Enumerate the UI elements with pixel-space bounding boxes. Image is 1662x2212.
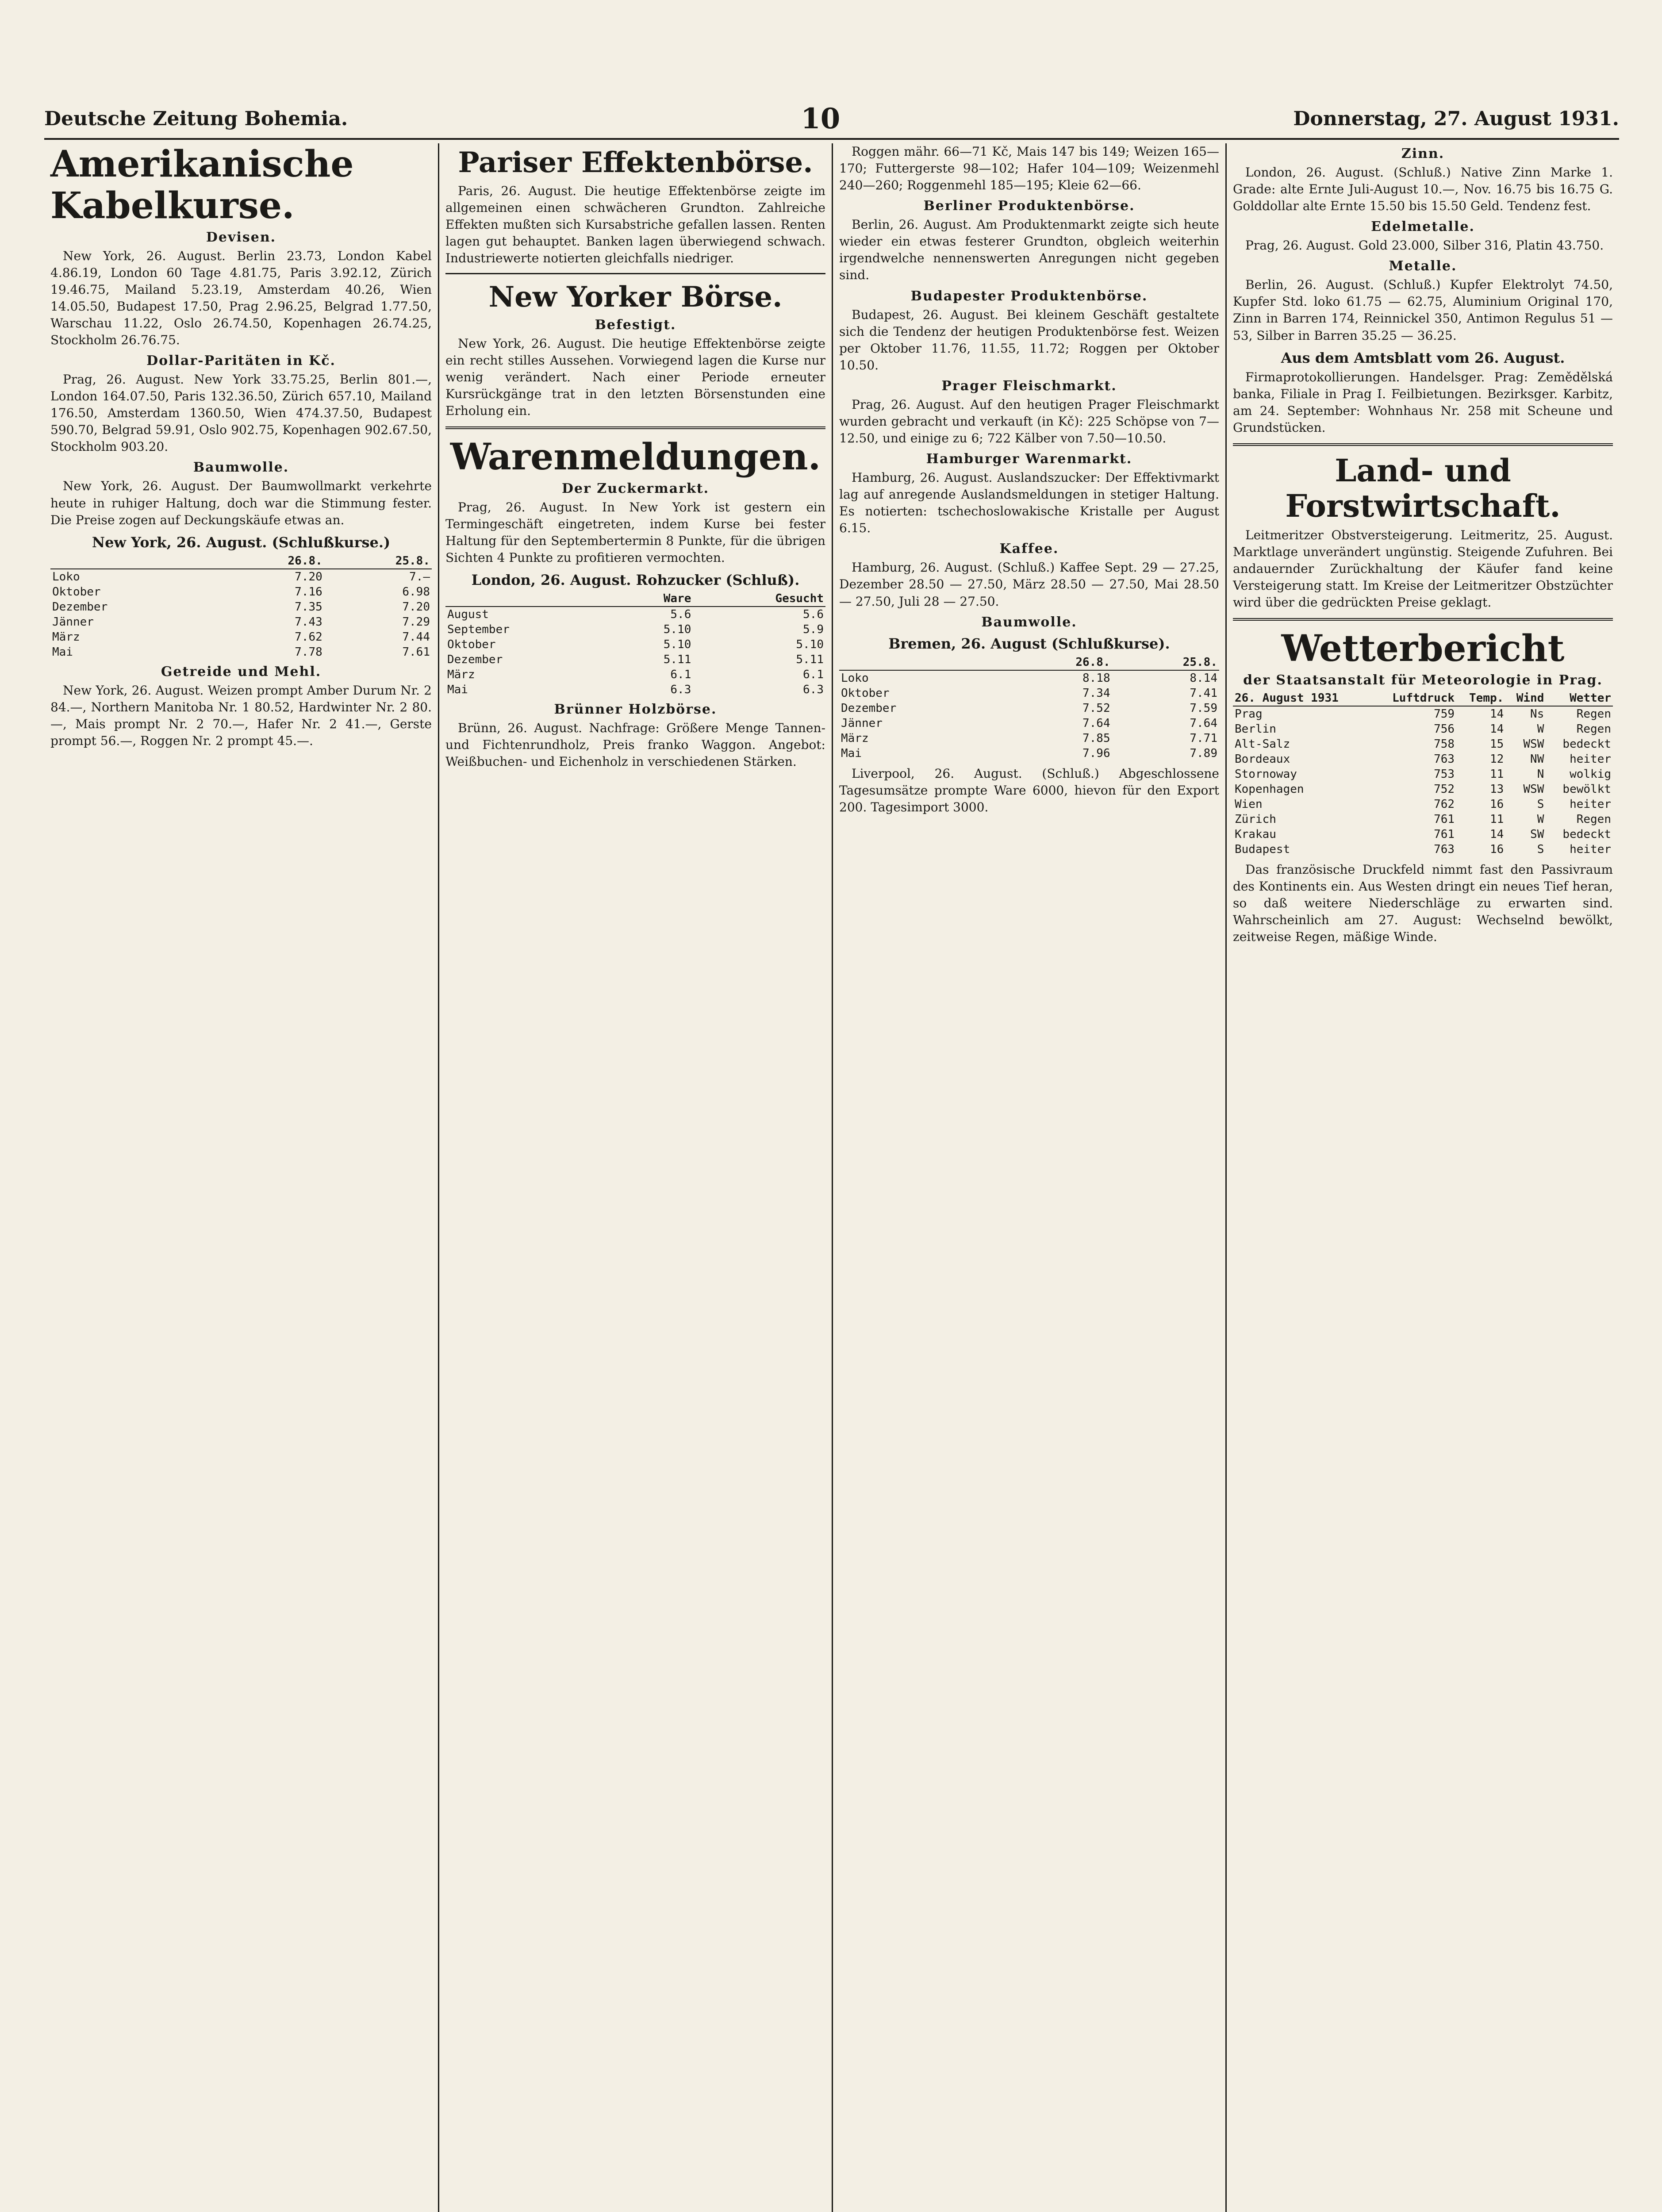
table-cell: heiter bbox=[1570, 752, 1611, 766]
table-cell: 7.85 bbox=[1082, 731, 1110, 745]
divider bbox=[445, 273, 825, 274]
coffee-text: Hamburg, 26. August. (Schluß.) Kaffee Sept. 29 — 27.25, Dezember 28.50 — 27.50, März 28.50 — 27.50, Mai 28.50 — 27.50, Juli 28 — 27.50. bbox=[839, 560, 1219, 609]
table-cell: Dezember bbox=[447, 653, 503, 666]
page-header bbox=[44, 101, 1619, 136]
hamburg-heading: Hamburger Warenmarkt. bbox=[926, 451, 1132, 467]
paris-text: Paris, 26. August. Die heutige Effektenbörse zeigte im allgemeinen einen schwächeren Grundton. Zahlreiche Effekten mußten sich Kursabstriche gefallen lassen. Renten lagen gut behauptet. Banken lagen überwiegend schwach. Industriewerte notierten gleichfalls niedriger. bbox=[445, 183, 825, 266]
table-row bbox=[50, 599, 432, 614]
table-cell: 7.78 bbox=[295, 645, 322, 659]
holz-text: Brünn, 26. August. Nachfrage: Größere Menge Tannen- und Fichtenrundholz, Preis franko Waggon. Angebot: Weißbuchen- und Eichenholz in verschiedenen Stärken. bbox=[445, 720, 825, 769]
table-cell: 16 bbox=[1489, 797, 1504, 811]
budapest-heading: Budapester Produktenbörse. bbox=[910, 288, 1148, 304]
table-cell: 7.59 bbox=[1190, 701, 1217, 715]
table-cell: 7.29 bbox=[402, 615, 430, 629]
hamburg-text: Hamburg, 26. August. Auslandszucker: Der Effektivmarkt lag auf anregende Auslandsmeldungen in stetiger Haltung. Es notierten: tschechoslowakische Kristalle per August 6.15. bbox=[839, 470, 1219, 536]
weather-subheading: der Staatsanstalt für Meteorologie in Prag. bbox=[1243, 672, 1603, 688]
table-cell: Dezember bbox=[841, 701, 897, 715]
table-cell: 5.10 bbox=[796, 637, 824, 651]
column-1 bbox=[44, 143, 438, 2212]
table-cell: Kopenhagen bbox=[1235, 782, 1304, 796]
table-cell: 6.1 bbox=[670, 668, 691, 681]
table-header: Ware bbox=[613, 591, 693, 607]
devisen-heading: Devisen. bbox=[206, 229, 276, 245]
table-cell: Loko bbox=[841, 671, 869, 685]
budapest-text: Budapest, 26. August. Bei kleinem Geschäft gestaltete sich die Tendenz der heutigen Produktenbörse fest. Weizen per Oktober 11.76, 11.55, 11.72; Roggen per Oktober 10.50. bbox=[839, 307, 1219, 373]
table-cell: 6.3 bbox=[803, 683, 824, 696]
header-rule bbox=[44, 138, 1619, 140]
weather-heading: Wetterbericht bbox=[1281, 627, 1565, 670]
table-cell: März bbox=[841, 731, 869, 745]
tin-heading: Zinn. bbox=[1401, 146, 1445, 161]
table-cell: 7.64 bbox=[1082, 716, 1110, 730]
zucker-heading: Der Zuckermarkt. bbox=[561, 480, 710, 496]
table-row bbox=[50, 645, 432, 660]
gazette-text: Firmaprotokollierungen. Handelsger. Prag: Zemědělská banka, Filiale in Prag I. Feilbietungen. Bezirksger. Karbitz, am 24. September: Wohnhaus Nr. 258 mit Scheune und Grundstücken. bbox=[1233, 369, 1613, 435]
agriculture-heading: Land- und Forstwirtschaft. bbox=[1285, 452, 1561, 525]
table-cell: bewölkt bbox=[1562, 782, 1611, 796]
table-cell: Dezember bbox=[52, 600, 108, 614]
table-row bbox=[50, 569, 432, 584]
table-header: 25.8. bbox=[324, 553, 432, 569]
weather-table bbox=[1233, 691, 1613, 857]
table-cell: Regen bbox=[1576, 812, 1611, 826]
paris-heading: Pariser Effektenbörse. bbox=[458, 146, 813, 179]
agriculture-text: Leitmeritzer Obstversteigerung. Leitmeritz, 25. August. Marktlage unverändert ungünstig. Steigende Zufuhren. Bei andauernder Zurückhaltung der Käufer fand keine Versteigerung statt. Im Kreise der Leitmeritzer Obstzüchter wird über die gedrückten Preise geklagt. bbox=[1233, 527, 1613, 610]
table-cell: Mai bbox=[841, 746, 862, 760]
waren-heading: Warenmeldungen. bbox=[450, 436, 821, 479]
table-header bbox=[445, 591, 613, 607]
table-cell: 14 bbox=[1489, 722, 1504, 736]
table-cell: SW bbox=[1530, 827, 1544, 841]
getreide-text: New York, 26. August. Weizen prompt Amber Durum Nr. 2 84.—, Northern Manitoba Nr. 1 80.52, Hardwinter Nr. 2 80.—, Mais prompt Nr. 2 70.—, Hafer Nr. 2 41.—, Gerste prompt 56.—, Roggen Nr. 2 prompt 45.—. bbox=[50, 683, 432, 748]
table-row bbox=[839, 746, 1219, 761]
table-cell: 12 bbox=[1489, 752, 1504, 766]
table-cell: 7.20 bbox=[295, 570, 322, 584]
table-cell: 5.11 bbox=[796, 653, 824, 666]
table-cell: wolkig bbox=[1570, 767, 1611, 781]
cable-rates-title: Amerikanische Kabelkurse. bbox=[50, 143, 354, 227]
baumwolle-heading: Baumwolle. bbox=[193, 460, 289, 476]
table-header: Wetter bbox=[1546, 691, 1613, 706]
table-cell: August bbox=[447, 607, 489, 621]
table-cell: 752 bbox=[1434, 782, 1455, 796]
table-cell: 762 bbox=[1434, 797, 1455, 811]
divider bbox=[1233, 443, 1613, 446]
table-cell: S bbox=[1537, 797, 1544, 811]
meat-market-heading: Prager Fleischmarkt. bbox=[941, 378, 1117, 394]
table-header: 26. August 1931 bbox=[1233, 691, 1371, 706]
table-header: 26.8. bbox=[217, 553, 324, 569]
issue-date: Donnerstag, 27. August 1931. bbox=[1293, 107, 1619, 130]
table-cell: 7.62 bbox=[295, 630, 322, 644]
table-cell: 761 bbox=[1434, 812, 1455, 826]
table-cell: heiter bbox=[1570, 797, 1611, 811]
table-row bbox=[1233, 797, 1613, 812]
table-row bbox=[1233, 722, 1613, 737]
coffee-heading: Kaffee. bbox=[999, 541, 1059, 557]
ny-cotton-table bbox=[50, 553, 432, 660]
table-cell: Oktober bbox=[841, 686, 890, 700]
table-row bbox=[445, 607, 825, 622]
dollar-text: Prag, 26. August. New York 33.75.25, Berlin 801.—, London 164.07.50, Paris 132.36.50, Zürich 657.10, Mailand 176.50, Amsterdam 1360.50, Wien 474.37.50, Budapest 590.70, Belgrad 59.91, Oslo 902.75, Kopenhagen 902.67.50, Stockholm 903.20. bbox=[50, 372, 432, 454]
table-cell: 7.61 bbox=[402, 645, 430, 659]
cotton-heading: Baumwolle. bbox=[981, 614, 1077, 630]
table-row bbox=[445, 682, 825, 697]
table-cell: 8.14 bbox=[1190, 671, 1217, 685]
zucker-text: Prag, 26. August. In New York ist gestern ein Termingeschäft eingetreten, indem Kurse bei fester Haltung für den Septembertermin 8 Punkte, für die übrigen Sichten 4 Punkte zu profitieren vermochten. bbox=[445, 499, 825, 565]
table-cell: Berlin bbox=[1235, 722, 1276, 736]
table-cell: Wien bbox=[1235, 797, 1263, 811]
table-cell: Krakau bbox=[1235, 827, 1276, 841]
newyork-subheading: Befestigt. bbox=[595, 317, 676, 333]
table-cell: 7.96 bbox=[1082, 746, 1110, 760]
table-cell: 14 bbox=[1489, 827, 1504, 841]
table-header: Gesucht bbox=[693, 591, 825, 607]
table-cell: 5.10 bbox=[663, 622, 691, 636]
table-row bbox=[445, 637, 825, 652]
table-cell: W bbox=[1537, 722, 1544, 736]
table-row bbox=[1233, 767, 1613, 782]
table-cell: Prag bbox=[1235, 707, 1263, 721]
table-row bbox=[1233, 812, 1613, 827]
table-cell: Budapest bbox=[1235, 842, 1290, 856]
table-row bbox=[1233, 737, 1613, 752]
table-cell: Mai bbox=[447, 683, 468, 696]
gazette-heading: Aus dem Amtsblatt vom 26. August. bbox=[1281, 349, 1565, 366]
table-cell: W bbox=[1537, 812, 1544, 826]
table-cell: 6.98 bbox=[402, 585, 430, 599]
table-cell: 5.6 bbox=[670, 607, 691, 621]
table-cell: 7.44 bbox=[402, 630, 430, 644]
table-cell: Mai bbox=[52, 645, 73, 659]
table-cell: Oktober bbox=[52, 585, 101, 599]
table-cell: März bbox=[52, 630, 80, 644]
table-header: 26.8. bbox=[1005, 655, 1112, 670]
table-cell: N bbox=[1537, 767, 1544, 781]
table-cell: 14 bbox=[1489, 707, 1504, 721]
table-cell: 5.10 bbox=[663, 637, 691, 651]
table-row bbox=[50, 614, 432, 630]
table-cell: 7.35 bbox=[295, 600, 322, 614]
table-cell: 7.89 bbox=[1190, 746, 1217, 760]
table-header: Wind bbox=[1505, 691, 1546, 706]
table-cell: S bbox=[1537, 842, 1544, 856]
table-cell: bedeckt bbox=[1562, 827, 1611, 841]
table-cell: 7.43 bbox=[295, 615, 322, 629]
divider bbox=[445, 426, 825, 429]
ny-table-title: New York, 26. August. (Schlußkurse.) bbox=[92, 534, 391, 551]
table-row bbox=[445, 667, 825, 682]
table-cell: bedeckt bbox=[1562, 737, 1611, 751]
table-header: Temp. bbox=[1456, 691, 1505, 706]
table-cell: 759 bbox=[1434, 707, 1455, 721]
table-cell: Ns bbox=[1530, 707, 1544, 721]
column-2 bbox=[438, 143, 832, 2212]
bremen-cotton-table bbox=[839, 655, 1219, 761]
table-cell: 11 bbox=[1489, 767, 1504, 781]
table-cell: 5.11 bbox=[663, 653, 691, 666]
table-row bbox=[839, 670, 1219, 686]
table-cell: 8.18 bbox=[1082, 671, 1110, 685]
table-cell: 7.71 bbox=[1190, 731, 1217, 745]
newspaper-name: Deutsche Zeitung Bohemia. bbox=[44, 107, 348, 130]
table-row bbox=[839, 731, 1219, 746]
precious-metals-heading: Edelmetalle. bbox=[1371, 219, 1475, 235]
metals-heading: Metalle. bbox=[1389, 258, 1457, 274]
table-cell: heiter bbox=[1570, 842, 1611, 856]
table-row bbox=[1233, 706, 1613, 722]
berlin-produce-heading: Berliner Produktenbörse. bbox=[923, 198, 1135, 214]
table-cell: 7.16 bbox=[295, 585, 322, 599]
table-cell: 6.3 bbox=[670, 683, 691, 696]
bremen-table-title: Bremen, 26. August (Schlußkurse). bbox=[888, 635, 1170, 652]
table-row bbox=[1233, 842, 1613, 857]
grain-prices-text: Roggen mähr. 66—71 Kč, Mais 147 bis 149; Weizen 165—170; Futtergerste 98—102; Hafer 104—109; Weizenmehl 240—260; Roggenmehl 185—195; Kleie 62—66. bbox=[839, 144, 1219, 193]
london-table-title: London, 26. August. Rohzucker (Schluß). bbox=[471, 571, 800, 588]
weather-text: Das französische Druckfeld nimmt fast den Passivraum des Kontinents ein. Aus Westen dringt ein neues Tief heran, so daß weitere Niederschläge zu erwarten sind. Wahrscheinlich am 27. August: Wechselnd bewölkt, zeitweise Regen, mäßige Winde. bbox=[1233, 862, 1613, 944]
table-cell: 763 bbox=[1434, 752, 1455, 766]
table-cell: 763 bbox=[1434, 842, 1455, 856]
newyork-heading: New Yorker Börse. bbox=[488, 280, 783, 314]
liverpool-text: Liverpool, 26. August. (Schluß.) Abgeschlossene Tagesumsätze prompte Ware 6000, hievon für den Export 200. Tagesimport 3000. bbox=[839, 766, 1219, 814]
berlin-produce-text: Berlin, 26. August. Am Produktenmarkt zeigte sich heute wieder ein etwas festerer Grundton, obgleich weiterhin irgendwelche nennenswerten Anregungen nicht gegeben sind. bbox=[839, 217, 1219, 283]
divider bbox=[1233, 618, 1613, 621]
table-cell: Loko bbox=[52, 570, 80, 584]
table-cell: 16 bbox=[1489, 842, 1504, 856]
table-row bbox=[50, 630, 432, 645]
table-header bbox=[839, 655, 1005, 670]
table-cell: 7.52 bbox=[1082, 701, 1110, 715]
table-cell: Jänner bbox=[841, 716, 883, 730]
table-row bbox=[1233, 752, 1613, 767]
table-header bbox=[50, 553, 217, 569]
table-cell: 7.34 bbox=[1082, 686, 1110, 700]
column-4 bbox=[1225, 143, 1619, 2212]
newyork-text: New York, 26. August. Die heutige Effektenbörse zeigte ein recht stilles Aussehen. Vorwiegend lagen die Kurse nur wenig verändert. Nach einer Periode erneuter Kursrückgänge trat in den letzten Börsenstunden eine Erholung ein. bbox=[445, 336, 825, 419]
table-cell: Bordeaux bbox=[1235, 752, 1290, 766]
table-cell: 6.1 bbox=[803, 668, 824, 681]
meat-market-text: Prag, 26. August. Auf den heutigen Prager Fleischmarkt wurden gebracht und verkauft (in Kč): 225 Schöpse von 7—12.50, und einige zu 6; 722 Kälber von 7.50—10.50. bbox=[839, 397, 1219, 446]
table-cell: NW bbox=[1530, 752, 1544, 766]
table-cell: Oktober bbox=[447, 637, 496, 651]
table-cell: WSW bbox=[1523, 737, 1544, 751]
table-cell: Regen bbox=[1576, 722, 1611, 736]
table-row bbox=[1233, 827, 1613, 842]
table-row bbox=[839, 686, 1219, 701]
table-cell: 758 bbox=[1434, 737, 1455, 751]
dollar-heading: Dollar-Paritäten in Kč. bbox=[146, 353, 336, 369]
table-row bbox=[445, 652, 825, 667]
table-row bbox=[839, 701, 1219, 716]
table-cell: 5.9 bbox=[803, 622, 824, 636]
table-cell: 756 bbox=[1434, 722, 1455, 736]
table-cell: 15 bbox=[1489, 737, 1504, 751]
table-row bbox=[839, 716, 1219, 731]
table-cell: Alt-Salz bbox=[1235, 737, 1290, 751]
table-cell: 7.20 bbox=[402, 600, 430, 614]
holz-heading: Brünner Holzbörse. bbox=[554, 701, 717, 717]
baumwolle-text: New York, 26. August. Der Baumwollmarkt verkehrte heute in ruhiger Haltung, doch war die Stimmung fester. Die Preise zogen auf Deckungskäufe etwas an. bbox=[50, 479, 432, 527]
table-cell: Stornoway bbox=[1235, 767, 1297, 781]
table-cell: 761 bbox=[1434, 827, 1455, 841]
table-cell: 11 bbox=[1489, 812, 1504, 826]
table-cell: Zürich bbox=[1235, 812, 1276, 826]
table-cell: Regen bbox=[1576, 707, 1611, 721]
london-sugar-table bbox=[445, 591, 825, 697]
tin-text: London, 26. August. (Schluß.) Native Zinn Marke 1. Grade: alte Ernte Juli-August 10.—, Nov. 16.75 bis 16.75 G. Golddollar alte Ernte 15.50 bis 15.50 Geld. Tendenz fest. bbox=[1233, 165, 1613, 214]
table-header: Luftdruck bbox=[1371, 691, 1456, 706]
getreide-heading: Getreide und Mehl. bbox=[161, 664, 322, 680]
page-number: 10 bbox=[801, 102, 841, 135]
table-cell: 7.41 bbox=[1190, 686, 1217, 700]
table-cell: 13 bbox=[1489, 782, 1504, 796]
table-cell: Jänner bbox=[52, 615, 94, 629]
table-row bbox=[1233, 782, 1613, 797]
table-cell: September bbox=[447, 622, 510, 636]
table-cell: 5.6 bbox=[803, 607, 824, 621]
column-3 bbox=[832, 143, 1225, 2212]
precious-metals-text: Prag, 26. August. Gold 23.000, Silber 316, Platin 43.750. bbox=[1245, 238, 1604, 253]
table-cell: März bbox=[447, 668, 475, 681]
columns bbox=[44, 143, 1619, 2212]
table-cell: WSW bbox=[1523, 782, 1544, 796]
table-cell: 7.— bbox=[409, 570, 430, 584]
table-row bbox=[50, 584, 432, 599]
table-row bbox=[445, 622, 825, 637]
metals-text: Berlin, 26. August. (Schluß.) Kupfer Elektrolyt 74.50, Kupfer Std. loko 61.75 — 62.75, Aluminium Original 170, Zinn in Barren 174, Reinnickel 350, Antimon Regulus 51 — 53, Silber in Barren 35.25 — 36.25. bbox=[1233, 277, 1613, 343]
table-cell: 753 bbox=[1434, 767, 1455, 781]
devisen-text: New York, 26. August. Berlin 23.73, London Kabel 4.86.19, London 60 Tage 4.81.75, Paris 3.92.12, Zürich 19.46.75, Mailand 5.23.19, Amsterdam 40.26, Wien 14.05.50, Budapest 17.50, Prag 2.96.25, Belgrad 1.77.50, Warschau 11.22, Oslo 26.74.50, Kopenhagen 26.74.25, Stockholm 26.76.75. bbox=[50, 248, 432, 347]
table-cell: 7.64 bbox=[1190, 716, 1217, 730]
table-header: 25.8. bbox=[1112, 655, 1219, 670]
